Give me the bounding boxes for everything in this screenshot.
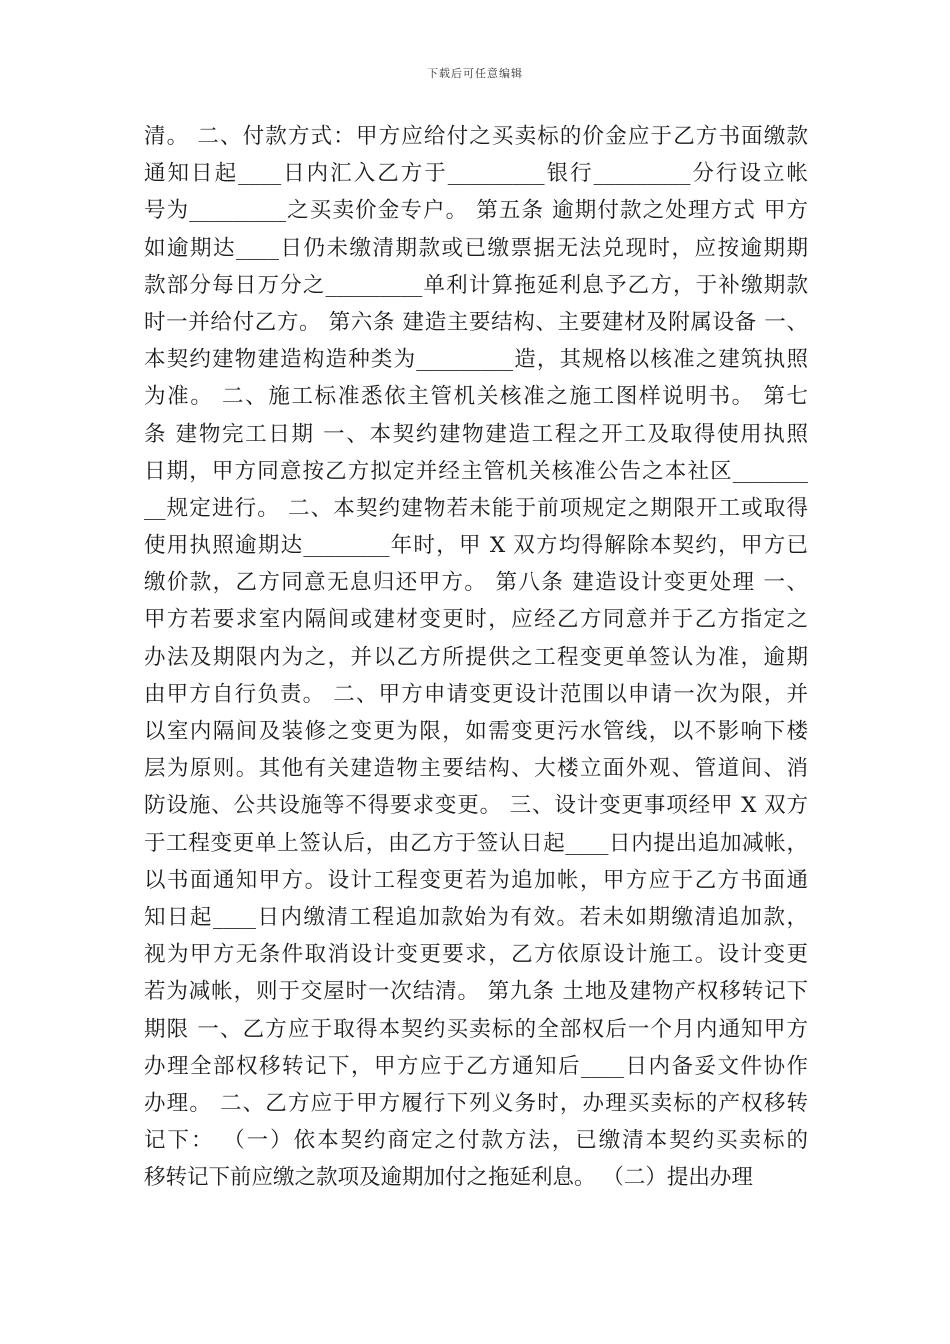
text-line: 层为原则。其他有关建造物主要结构、大楼立面外观、管道间、消 [144,756,808,782]
text-line: 为准。 二、施工标准悉依主管机关核准之施工图样说明书。 第七 [144,384,808,410]
text-line: 由甲方自行负责。 二、甲方申请变更设计范围以申请一次为限，并 [144,681,808,707]
text-line: __规定进行。 二、本契约建物若未能于前项规定之期限开工或取得 [144,495,808,521]
text-line: 通知日起____日内汇入乙方于_________银行_________分行设立帐 [144,161,808,187]
page-header: 下载后可任意编辑 [427,67,523,80]
text-line: 款部分每日万分之_________单利计算拖延利息予乙方，于补缴期款 [144,272,808,298]
text-line: 清。 二、付款方式：甲方应给付之买卖标的价金应于乙方书面缴款 [144,124,808,149]
text-line: 条 建物完工日期 一、本契约建物建造工程之开工及取得使用执照 [144,421,808,447]
text-line: 如逾期达____日仍未缴清期款或已缴票据无法兑现时，应按逾期期 [144,235,808,261]
text-line: 缴价款，乙方同意无息归还甲方。 第八条 建造设计变更处理 一、 [144,570,808,596]
text-line: 于工程变更单上签认后，由乙方于签认日起____日内提出追加减帐， [144,830,808,856]
text-line: 甲方若要求室内隔间或建材变更时，应经乙方同意并于乙方指定之 [144,607,808,633]
text-line: 使用执照逾期达________年时，甲 X 双方均得解除本契约，甲方已 [144,533,808,559]
text-line: 期限 一、乙方应于取得本契约买卖标的全部权后一个月内通知甲方 [144,1016,808,1042]
document-body [144,118,808,1196]
text-line: 号为_________之买卖价金专户。 第五条 逾期付款之处理方式 甲方 [144,198,808,224]
text-line: 以书面通知甲方。设计工程变更若为追加帐，甲方应于乙方书面通 [144,867,808,893]
text-line: 办理全部权移转记下，甲方应于乙方通知后____日内备妥文件协作 [144,1053,808,1079]
text-line: 时一并给付乙方。 第六条 建造主要结构、主要建材及附属设备 一、 [144,309,808,335]
text-line: 日期，甲方同意按乙方拟定并经主管机关核准公告之本社区_______ [144,458,808,484]
text-line: 记下： （一）依本契约商定之付款方法，已缴清本契约买卖标的 [144,1128,808,1154]
text-line: 视为甲方无条件取消设计变更要求，乙方依原设计施工。设计变更 [144,942,808,968]
text-line: 本契约建物建造构造种类为_________造，其规格以核准之建筑执照 [144,347,808,373]
text-line: 办理。 二、乙方应于甲方履行下列义务时，办理买卖标的产权移转 [144,1090,808,1116]
text-line: 防设施、公共设施等不得要求变更。 三、设计变更事项经甲 X 双方 [144,793,808,819]
text-line: 办法及期限内为之，并以乙方所提供之工程变更单签认为准，逾期 [144,644,808,670]
text-line: 若为减帐，则于交屋时一次结清。 第九条 土地及建物产权移转记下 [144,979,808,1005]
text-line: 以室内隔间及装修之变更为限，如需变更污水管线，以不影响下楼 [144,719,808,744]
text-line: 知日起____日内缴清工程追加款始为有效。若未如期缴清追加款， [144,904,808,930]
text-line: 移转记下前应缴之款项及逾期加付之拖延利息。 （二）提出办理 [144,1165,753,1191]
